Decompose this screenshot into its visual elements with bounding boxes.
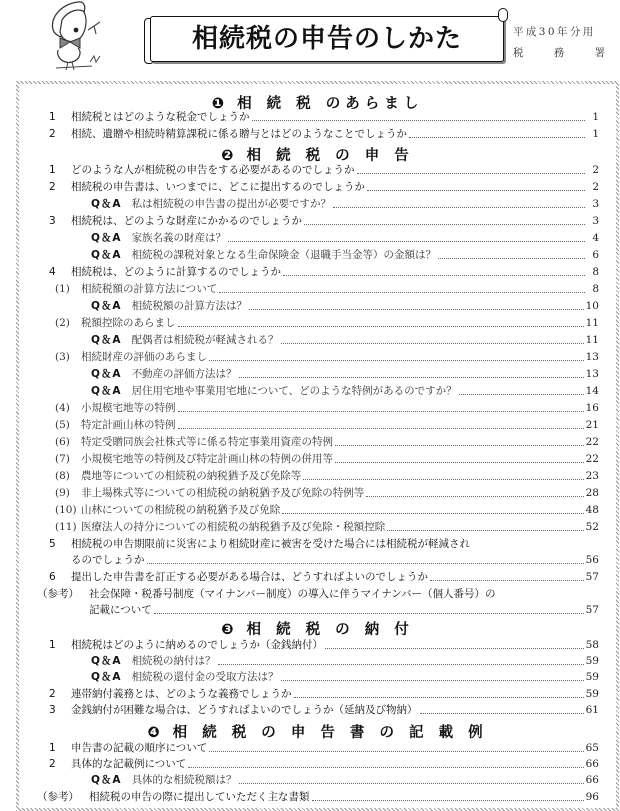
toc-subentry[interactable]	[55, 434, 599, 450]
leader-dots	[430, 580, 584, 581]
toc-qa-entry[interactable]	[91, 653, 599, 669]
qa-tag: Q＆A	[91, 385, 122, 397]
mascot-bird-icon	[40, 0, 120, 72]
entry-number: (10)	[55, 504, 77, 516]
entry-label: 相続税額の計算方法は？	[131, 300, 248, 312]
page-number: 57	[585, 604, 599, 616]
entry-number: 1	[49, 639, 56, 651]
section-heading-4	[19, 721, 616, 742]
entry-number: 5	[49, 538, 56, 550]
toc-qa-entry[interactable]	[91, 772, 599, 788]
entry-label: 申告書の記載の順序について	[71, 742, 208, 754]
toc-subentry[interactable]	[55, 485, 599, 501]
toc-subentry[interactable]	[55, 502, 599, 518]
entry-label: 相続税の申告の際に提出していただく主な書類	[89, 790, 310, 803]
leader-dots	[367, 190, 585, 191]
entry-label: 相続税の課税対象となる生命保険金（退職手当金等）の金額は？	[131, 249, 437, 261]
toc-entry[interactable]	[49, 756, 599, 772]
leader-dots	[281, 680, 584, 681]
qa-tag: Q＆A	[91, 655, 122, 668]
entry-number: (1)	[55, 283, 70, 295]
entry-number: (8)	[55, 470, 70, 482]
leader-dots	[333, 207, 585, 208]
entry-label-cont: るのでしょうか	[71, 554, 145, 566]
entry-number: (4)	[55, 402, 70, 414]
page-number: 23	[585, 470, 599, 482]
leader-dots	[178, 428, 584, 429]
leader-dots	[178, 326, 584, 327]
page-number: 10	[585, 300, 599, 312]
leader-dots	[239, 377, 584, 378]
entry-label: 農地等についての相続税の納税猶予及び免除等	[81, 470, 302, 482]
entry-number: 1	[49, 164, 56, 176]
entry-label: 相続税の申告期限前に災害により相続財産に被害を受けた場合には相続税が軽減され	[71, 538, 470, 550]
toc-qa-entry[interactable]	[91, 196, 599, 212]
year-label: 平成30年分用	[513, 26, 596, 38]
leader-dots	[188, 767, 583, 768]
entry-label: 相続税の納付は？	[131, 655, 216, 668]
entry-label: 相続税とはどのような税金でしょうか	[71, 111, 250, 123]
entry-number: 2	[49, 128, 56, 141]
toc-subentry[interactable]	[55, 468, 599, 484]
issuer-char: 署	[594, 47, 605, 59]
section-title: 相 続 税 の 申 告	[246, 148, 414, 164]
toc-entry[interactable]	[49, 126, 599, 142]
leader-dots	[281, 343, 584, 344]
section-number-icon: ❸	[221, 622, 239, 638]
page-number: 61	[585, 703, 599, 716]
section-number-icon: ❷	[221, 148, 239, 164]
entry-label: 相続税はどのように納めるのでしょうか（金銭納付）	[71, 639, 323, 651]
qa-tag: Q＆A	[91, 774, 122, 787]
issuer-label	[513, 45, 605, 60]
toc-entry[interactable]	[49, 162, 599, 178]
page-number: 57	[585, 571, 599, 583]
toc-qa-entry[interactable]	[91, 383, 599, 399]
page-number: 66	[585, 774, 599, 787]
toc-qa-entry[interactable]	[91, 298, 599, 314]
page-number: 1	[592, 128, 599, 141]
scroll-right-curl	[498, 8, 508, 22]
toc-entry[interactable]	[49, 569, 599, 585]
entry-label: 金銭納付が困難な場合は、どうすればよいのでしょうか（延納及び物納）	[71, 703, 418, 716]
page-number: 22	[585, 453, 599, 465]
entry-label: 私は相続税の申告書の提出が必要ですか？	[131, 198, 332, 210]
entry-number: (11)	[55, 521, 77, 533]
leader-dots	[178, 411, 584, 412]
leader-dots	[420, 713, 584, 714]
leader-dots	[366, 496, 583, 497]
toc-subentry[interactable]	[55, 400, 599, 416]
issuer-char: 税	[513, 47, 524, 59]
leader-dots	[154, 613, 584, 614]
qa-tag: Q＆A	[91, 368, 122, 380]
toc-entry[interactable]	[49, 686, 599, 702]
toc-entry[interactable]	[49, 264, 599, 280]
entry-number: 6	[49, 571, 56, 583]
toc-qa-entry[interactable]	[91, 230, 599, 246]
toc-subentry[interactable]	[55, 417, 599, 433]
leader-dots	[239, 783, 584, 784]
entry-number: 2	[49, 758, 56, 771]
entry-number: (3)	[55, 351, 70, 363]
toc-entry[interactable]	[89, 602, 599, 618]
entry-number: (7)	[55, 453, 70, 465]
leader-dots	[303, 479, 583, 480]
page-number: 2	[592, 181, 599, 193]
leader-dots	[304, 224, 585, 225]
page-number: 3	[592, 198, 599, 210]
entry-label-cont: 記載について	[89, 604, 152, 616]
page-title: 相続税の申告のしかた	[191, 24, 462, 54]
toc-qa-entry[interactable]	[91, 669, 599, 685]
page-number: 3	[592, 215, 599, 227]
toc-entry-line[interactable]	[37, 586, 599, 602]
entry-label: 相続税の申告書は、いつまでに、どこに提出するのでしょうか	[71, 181, 365, 193]
page-number: 28	[585, 487, 599, 499]
entry-label: 配偶者は相続税が軽減される？	[131, 334, 279, 346]
leader-dots	[283, 275, 585, 276]
page-number: 59	[585, 655, 599, 668]
page-number: 14	[585, 385, 599, 397]
leader-dots	[294, 697, 584, 698]
qa-tag: Q＆A	[91, 198, 122, 210]
entry-label: 小規模宅地等の特例及び特定計画山林の特例の併用等	[81, 453, 333, 465]
page-number: 11	[585, 334, 599, 346]
title-box	[150, 16, 504, 62]
page-number: 48	[585, 504, 599, 516]
toc-entry[interactable]	[49, 740, 599, 756]
leader-dots	[438, 258, 585, 259]
page-number: 6	[592, 249, 599, 261]
entry-label: 不動産の評価方法は？	[131, 368, 237, 380]
entry-label: 相続税の還付金の受取方法は？	[131, 671, 279, 684]
toc-entry[interactable]	[37, 789, 599, 805]
leader-dots	[209, 360, 584, 361]
leader-dots	[147, 563, 584, 564]
section-number-icon: ❶	[211, 96, 230, 112]
issuer-char: 務	[553, 47, 565, 59]
leader-dots	[249, 309, 584, 310]
entry-number: 1	[49, 742, 56, 754]
entry-label: 相続税は、どのように計算するのでしょうか	[71, 266, 281, 278]
leader-dots	[312, 800, 584, 801]
leader-dots	[335, 462, 584, 463]
entry-number: 2	[49, 687, 56, 700]
entry-number: (2)	[55, 317, 70, 329]
leader-dots	[409, 137, 585, 138]
toc-entry-line[interactable]	[49, 536, 599, 552]
entry-label: 特定受贈同族会社株式等に係る特定事業用資産の特例	[81, 436, 333, 448]
entry-label: 連帯納付義務とは、どのような義務でしょうか	[71, 687, 292, 700]
section-title: 相 続 税 の 納 付	[246, 622, 414, 638]
entry-label: 小規模宅地等の特例	[81, 402, 176, 414]
qa-tag: Q＆A	[91, 334, 122, 346]
entry-label: 提出した申告書を訂正する必要がある場合は、どうすればよいのでしょうか	[71, 571, 428, 583]
page-number: 8	[592, 283, 599, 295]
toc-subentry[interactable]	[55, 349, 599, 365]
leader-dots	[252, 120, 586, 121]
section-title: 相 続 税 のあらまし	[237, 96, 424, 112]
page-number: 13	[585, 368, 599, 380]
leader-dots	[387, 530, 583, 531]
entry-number: 2	[49, 181, 56, 193]
page-number: 65	[585, 742, 599, 754]
qa-tag: Q＆A	[91, 300, 122, 312]
page-number: 8	[592, 266, 599, 278]
leader-dots	[325, 648, 584, 649]
entry-label: 医療法人の持分についての相続税の納税猶予及び免除・税額控除	[81, 521, 386, 533]
entry-label: 山林についての相続税の納税猶予及び免除	[81, 504, 281, 516]
toc-entry[interactable]	[71, 552, 599, 568]
toc-entry[interactable]	[49, 109, 599, 125]
toc-qa-entry[interactable]	[91, 366, 599, 382]
toc-subentry[interactable]	[55, 451, 599, 467]
page-number: 59	[585, 671, 599, 684]
toc-qa-entry[interactable]	[91, 332, 599, 348]
toc-subentry[interactable]	[55, 519, 599, 535]
entry-label: 家族名義の財産は？	[131, 232, 227, 244]
toc-qa-entry[interactable]	[91, 247, 599, 263]
qa-tag: Q＆A	[91, 671, 122, 684]
toc-subentry[interactable]	[55, 315, 599, 331]
toc-entry[interactable]	[49, 213, 599, 229]
page-number: 58	[585, 639, 599, 651]
entry-label: 税額控除のあらまし	[81, 317, 176, 329]
page-number: 56	[585, 554, 599, 566]
page-number: 66	[585, 758, 599, 771]
entry-number: (6)	[55, 436, 70, 448]
page-number: 16	[585, 402, 599, 414]
table-of-contents	[19, 84, 616, 808]
section-title: 相 続 税 の 申 告 書 の 記 載 例	[172, 725, 488, 741]
entry-number: 1	[49, 111, 56, 123]
toc-entry[interactable]	[49, 637, 599, 653]
page-number: 11	[585, 317, 599, 329]
section-heading-3	[19, 618, 616, 639]
leader-dots	[209, 751, 583, 752]
entry-label: 非上場株式等についての相続税の納税猶予及び免除の特例等	[81, 487, 365, 499]
leader-dots	[335, 445, 584, 446]
leader-dots	[228, 241, 585, 242]
page-number: 52	[585, 521, 599, 533]
entry-label: 特定計画山林の特例	[81, 419, 176, 431]
toc-entry[interactable]	[49, 702, 599, 718]
section-number-icon: ❹	[147, 725, 165, 741]
entry-label: 相続税は、どのような財産にかかるのでしょうか	[71, 215, 302, 227]
entry-label: 具体的な相続税額は？	[131, 774, 237, 787]
entry-number: 3	[49, 703, 56, 716]
toc-entry[interactable]	[49, 179, 599, 195]
page-number: 21	[585, 419, 599, 431]
entry-label: 相続、遺贈や相続時精算課税に係る贈与とはどのようなことでしょうか	[71, 128, 407, 141]
leader-dots	[357, 173, 586, 174]
page-number: 2	[592, 164, 599, 176]
page-number: 4	[592, 232, 599, 244]
qa-tag: Q＆A	[91, 232, 122, 244]
entry-number: (5)	[55, 419, 70, 431]
qa-tag: Q＆A	[91, 249, 122, 261]
entry-label: 相続税額の計算方法について	[81, 283, 218, 295]
page-number: 96	[585, 790, 599, 803]
toc-subentry[interactable]	[55, 281, 599, 297]
entry-label: どのような人が相続税の申告をする必要があるのでしょうか	[71, 164, 355, 176]
entry-number: （参考）	[37, 790, 79, 803]
leader-dots	[282, 513, 583, 514]
toc-frame	[16, 81, 619, 811]
entry-label: 居住用宅地や事業用宅地について、どのような特例があるのですか？	[131, 385, 457, 397]
page-number: 1	[592, 111, 599, 123]
title-banner	[144, 12, 462, 62]
leader-dots	[218, 664, 584, 665]
entry-label: 相続財産の評価のあらまし	[81, 351, 207, 363]
page-number: 59	[585, 687, 599, 700]
entry-number: (9)	[55, 487, 70, 499]
entry-label: 具体的な記載例について	[71, 758, 187, 771]
entry-number: 3	[49, 215, 56, 227]
leader-dots	[459, 394, 584, 395]
entry-label: 社会保障・税番号制度（マイナンバー制度）の導入に伴うマイナンバー（個人番号）の	[89, 588, 496, 600]
entry-number: （参考）	[37, 588, 79, 600]
page-number: 13	[585, 351, 599, 363]
page-number: 22	[585, 436, 599, 448]
entry-number: 4	[49, 266, 56, 278]
leader-dots	[219, 292, 585, 293]
